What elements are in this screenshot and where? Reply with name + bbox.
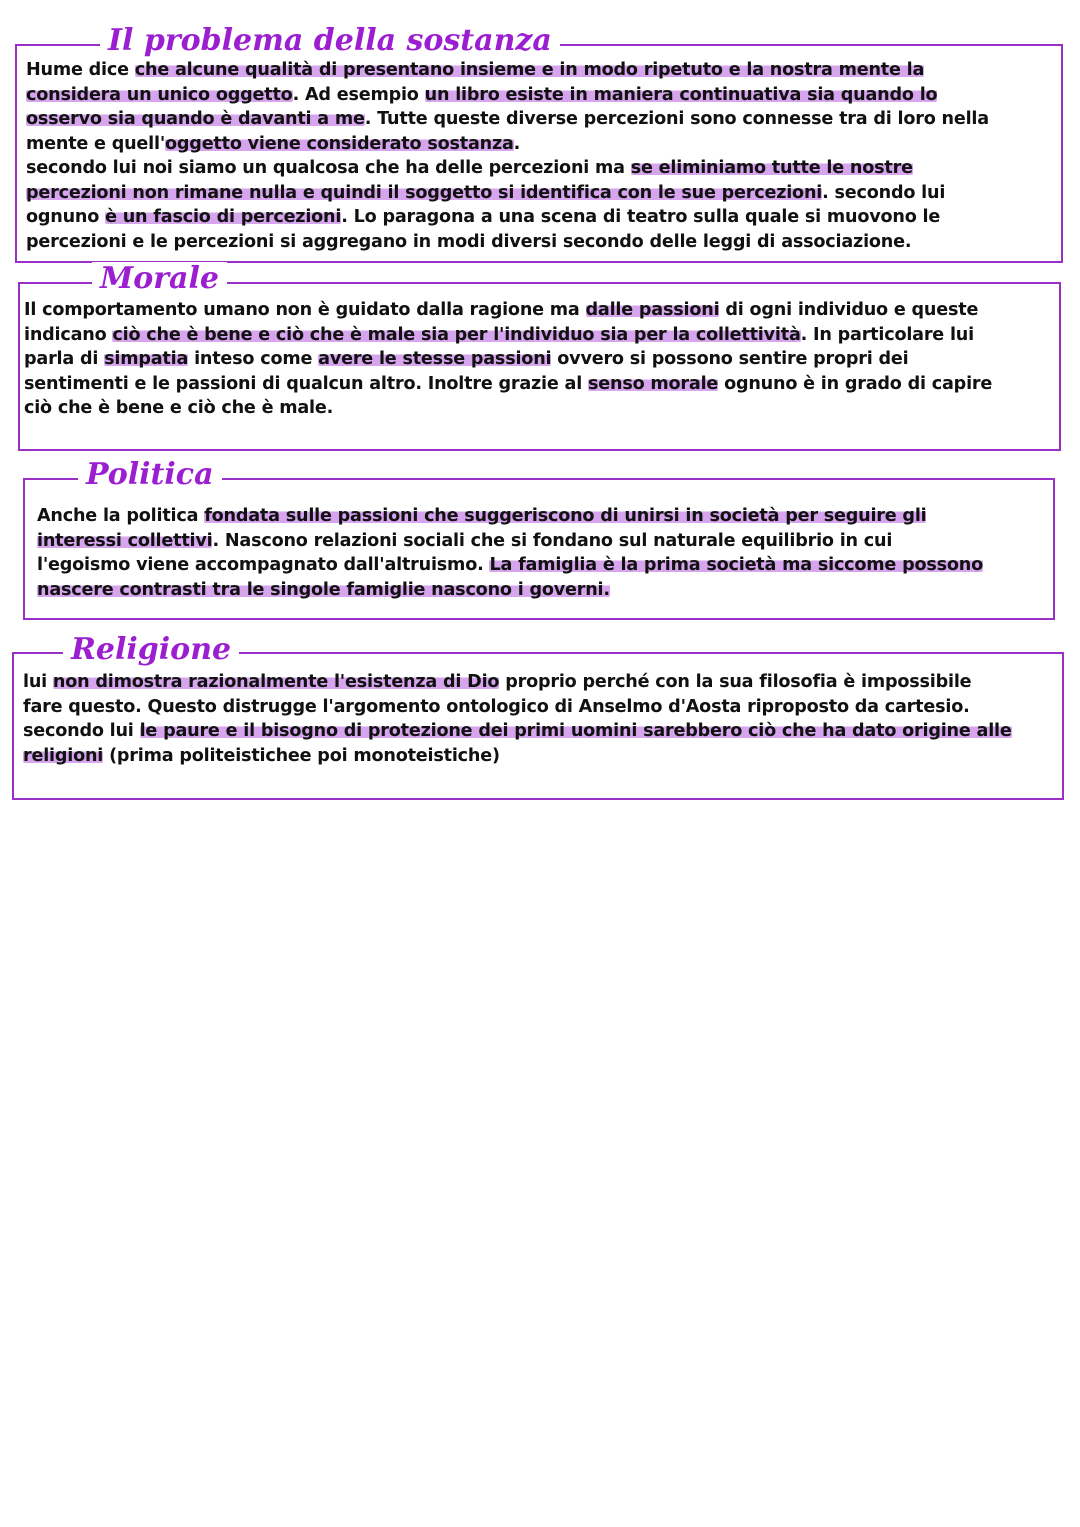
- text-line: [26, 107, 989, 132]
- text-segment: fare questo. Questo distrugge l'argomento ontologico di Anselmo d'Aosta riproposto da cartesio.: [23, 696, 970, 717]
- text-segment: l'egoismo viene accompagnato dall'altruismo.: [37, 555, 490, 575]
- text-line: [26, 156, 989, 181]
- highlighted-text: nascere contrasti tra le singole famiglie nascono i governi.: [37, 579, 610, 600]
- section-morale-title: Morale: [92, 262, 227, 296]
- highlighted-text: considera un unico oggetto: [26, 84, 293, 105]
- highlighted-text: un libro esiste in maniera continuativa sia quando lo: [424, 84, 938, 105]
- text-line: [37, 553, 983, 578]
- text-line: [37, 529, 983, 554]
- text-segment: ovvero si possono sentire propri dei: [551, 349, 909, 369]
- text-segment: Hume dice: [26, 60, 135, 80]
- text-segment: ciò che è bene e ciò che è male.: [24, 398, 334, 418]
- text-segment: sentimenti e le passioni di qualcun altro. Inoltre grazie al: [24, 373, 588, 394]
- text-segment: lui: [23, 672, 53, 692]
- text-line: [26, 230, 989, 255]
- section-politica-title: Politica: [78, 458, 222, 492]
- text-segment: Il comportamento umano non è guidato dalla ragione ma: [24, 300, 586, 320]
- highlighted-text: percezioni non rimane nulla e quindi il soggetto si identifica con le sue percezioni: [26, 182, 823, 203]
- highlighted-text: fondata sulle passioni che suggeriscono di unirsi in società per seguire gli: [204, 506, 927, 526]
- text-segment: . In particolare lui: [800, 324, 974, 345]
- highlighted-text: osservo sia quando è davanti a me: [26, 109, 365, 129]
- text-segment: .: [513, 133, 521, 154]
- text-line: [26, 181, 989, 206]
- text-segment: ognuno: [26, 207, 106, 227]
- highlighted-text: oggetto viene considerato sostanza: [165, 133, 514, 154]
- highlighted-text: avere le stesse passioni: [318, 349, 552, 369]
- text-line: [23, 744, 1012, 769]
- highlighted-text: ciò che è bene e ciò che è male sia per l'individuo sia per la collettività: [112, 324, 801, 345]
- text-segment: secondo lui: [23, 721, 140, 741]
- text-line: [23, 670, 1012, 695]
- text-line: [26, 58, 989, 83]
- text-segment: . Nascono relazioni sociali che si fondano sul naturale equilibrio in cui: [212, 530, 893, 551]
- text-segment: percezioni e le percezioni si aggregano in modi diversi secondo delle leggi di associazione.: [26, 231, 912, 252]
- section-religione-body: [23, 670, 1012, 768]
- text-line: [37, 504, 983, 529]
- text-segment: inteso come: [188, 349, 319, 369]
- highlighted-text: è un fascio di percezioni: [105, 207, 342, 227]
- highlighted-text: interessi collettivi: [37, 530, 213, 551]
- highlighted-text: non dimostra razionalmente l'esistenza di Dio: [52, 672, 500, 692]
- highlighted-text: le paure e il bisogno di protezione dei primi uomini sarebbero ciò che ha dato origine alle: [139, 721, 1012, 741]
- section-morale-body: [24, 298, 992, 421]
- text-segment: . Ad esempio: [292, 84, 425, 105]
- text-segment: (prima politeistichee poi monoteistiche): [103, 745, 500, 766]
- highlighted-text: religioni: [23, 745, 104, 766]
- section-politica-body: [37, 504, 983, 602]
- section-sostanza-body: [26, 58, 989, 254]
- section-religione-title: Religione: [63, 633, 239, 667]
- text-line: [23, 695, 1012, 720]
- text-line: [24, 347, 992, 372]
- text-line: [26, 205, 989, 230]
- highlighted-text: che alcune qualità di presentano insieme e in modo ripetuto e la nostra mente la: [134, 60, 925, 80]
- text-line: [26, 83, 989, 108]
- text-line: [24, 298, 992, 323]
- highlighted-text: dalle passioni: [585, 300, 720, 320]
- text-segment: mente e quell': [26, 133, 166, 154]
- text-segment: ognuno è in grado di capire: [718, 373, 993, 394]
- text-segment: parla di: [24, 349, 105, 369]
- text-line: [23, 719, 1012, 744]
- text-line: [24, 323, 992, 348]
- text-segment: di ogni individuo e queste: [719, 300, 979, 320]
- text-segment: proprio perché con la sua filosofia è impossibile: [499, 672, 972, 692]
- text-segment: indicano: [24, 324, 113, 345]
- text-segment: . Tutte queste diverse percezioni sono connesse tra di loro nella: [364, 109, 989, 129]
- text-segment: . secondo lui: [822, 182, 946, 203]
- highlighted-text: La famiglia è la prima società ma siccome possono: [489, 555, 984, 575]
- highlighted-text: senso morale: [587, 373, 719, 394]
- text-line: [24, 372, 992, 397]
- text-segment: Anche la politica: [37, 506, 205, 526]
- text-segment: secondo lui noi siamo un qualcosa che ha delle percezioni ma: [26, 158, 631, 178]
- highlighted-text: simpatia: [104, 349, 189, 369]
- text-line: [24, 396, 992, 421]
- text-segment: . Lo paragona a una scena di teatro sulla quale si muovono le: [341, 207, 941, 227]
- highlighted-text: se eliminiamo tutte le nostre: [630, 158, 913, 178]
- text-line: [26, 132, 989, 157]
- section-sostanza-title: Il problema della sostanza: [100, 24, 560, 58]
- text-line: [37, 578, 983, 603]
